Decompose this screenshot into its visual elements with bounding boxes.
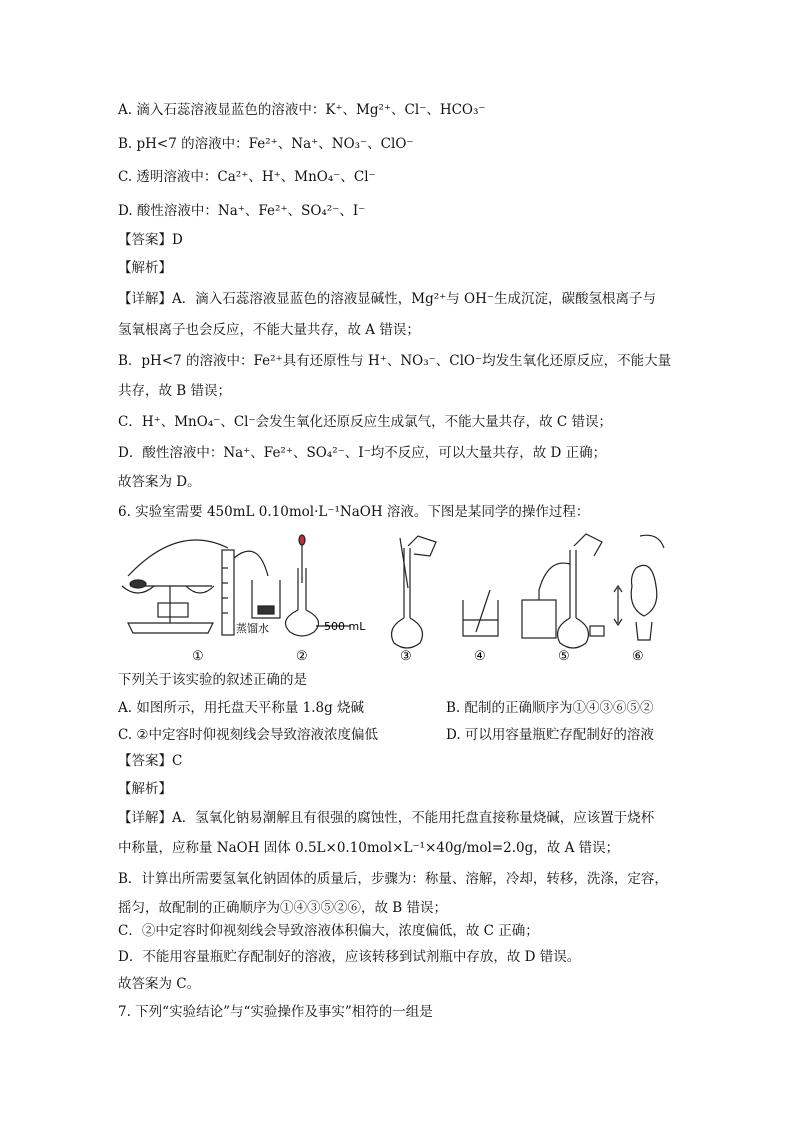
apparatus-drawing	[118, 528, 678, 668]
q5-option-b: B. pH<7 的溶液中：Fe²⁺、Na⁺、NO₃⁻、ClO⁻	[118, 136, 414, 152]
label-step-4: ④	[474, 649, 486, 664]
q6-option-a: A. 如图所示，用托盘天平称量 1.8g 烧碱	[118, 700, 365, 716]
q6-option-d: D. 可以用容量瓶贮存配制好的溶液	[446, 727, 654, 743]
q6-apparatus-figure	[118, 528, 678, 668]
label-distilled-water: 蒸馏水	[236, 622, 269, 635]
q6-conclusion: 故答案为 C。	[118, 976, 201, 992]
q6-analysis-heading: 【解析】	[118, 781, 172, 797]
q5-detail-line-2: 氢氧根离子也会反应，不能大量共存，故 A 错误；	[118, 322, 420, 338]
transfer-flask-icon	[392, 536, 436, 648]
q6-detail-line-5: C．②中定容时仰视刻线会导致溶液体积偏大，浓度偏低，故 C 正确；	[118, 923, 539, 939]
q5-detail-line-3: B．pH<7 的溶液中：Fe²⁺具有还原性与 H⁺、NO₃⁻、ClO⁻均发生氧化还原反应，不能大量	[118, 353, 672, 369]
shaking-flask-icon	[614, 535, 664, 640]
q5-answer: 【答案】D	[118, 232, 183, 248]
q6-answer: 【答案】C	[118, 753, 183, 769]
graduated-cylinder-icon	[128, 540, 268, 635]
q6-question: 下列关于该实验的叙述正确的是	[118, 672, 307, 688]
q5-option-c: C. 透明溶液中：Ca²⁺、H⁺、MnO₄⁻、Cl⁻	[118, 169, 376, 185]
q6-option-b: B. 配制的正确顺序为①④③⑥⑤②	[446, 700, 654, 716]
label-step-6: ⑥	[632, 649, 644, 664]
label-500ml: 500 mL	[324, 620, 366, 633]
label-step-2: ②	[296, 649, 308, 664]
q5-detail-line-5: C．H⁺、MnO₄⁻、Cl⁻会发生氧化还原反应生成氯气，不能大量共存，故 C 错误；	[118, 414, 613, 430]
wash-bottle-icon	[522, 534, 604, 648]
label-step-3: ③	[400, 649, 412, 664]
label-step-1: ①	[192, 649, 204, 664]
q6-stem: 6. 实验室需要 450mL 0.10mol·L⁻¹NaOH 溶液。下图是某同学的操作过程：	[118, 504, 590, 520]
q6-detail-line-2: 中称量，应称量 NaOH 固体 0.5L×0.10mol×L⁻¹×40g/mol=2.0g，故 A 错误；	[118, 840, 620, 856]
q5-detail-line-1: 【详解】A．滴入石蕊溶液显蓝色的溶液显碱性，Mg²⁺与 OH⁻生成沉淀，碳酸氢根离子与	[118, 291, 657, 307]
q5-detail-line-6: D．酸性溶液中：Na⁺、Fe²⁺、SO₄²⁻、I⁻均不反应，可以大量共存，故 D 正确；	[118, 445, 607, 461]
q6-detail-line-4: 摇匀，故配制的正确顺序为①④③⑤②⑥，故 B 错误；	[118, 900, 448, 916]
q6-detail-line-1: 【详解】A．氢氧化钠易潮解且有很强的腐蚀性，不能用托盘直接称量烧碱，应该置于烧杯	[118, 810, 655, 826]
q5-option-d: D. 酸性溶液中：Na⁺、Fe²⁺、SO₄²⁻、I⁻	[118, 203, 366, 219]
balance-icon	[122, 580, 214, 633]
q6-detail-line-6: D．不能用容量瓶贮存配制好的溶液，应该转移到试剂瓶中存放，故 D 错误。	[118, 949, 581, 965]
q5-analysis-heading: 【解析】	[118, 260, 172, 276]
q5-conclusion: 故答案为 D。	[118, 474, 201, 490]
q5-option-a: A. 滴入石蕊溶液显蓝色的溶液中：K⁺、Mg²⁺、Cl⁻、HCO₃⁻	[118, 102, 486, 118]
label-step-5: ⑤	[558, 649, 570, 664]
beaker-icon	[252, 580, 280, 618]
q5-detail-line-4: 共存，故 B 错误；	[118, 383, 232, 399]
q7-stem: 7. 下列“实验结论”与“实验操作及事实”相符的一组是	[118, 1004, 433, 1020]
beaker-stir-icon	[463, 590, 498, 636]
q6-option-c: C. ②中定容时仰视刻线会导致溶液浓度偏低	[118, 727, 379, 743]
q6-detail-line-3: B．计算出所需要氢氧化钠固体的质量后，步骤为：称量、溶解，冷却，转移，洗涤，定容，	[118, 871, 668, 887]
